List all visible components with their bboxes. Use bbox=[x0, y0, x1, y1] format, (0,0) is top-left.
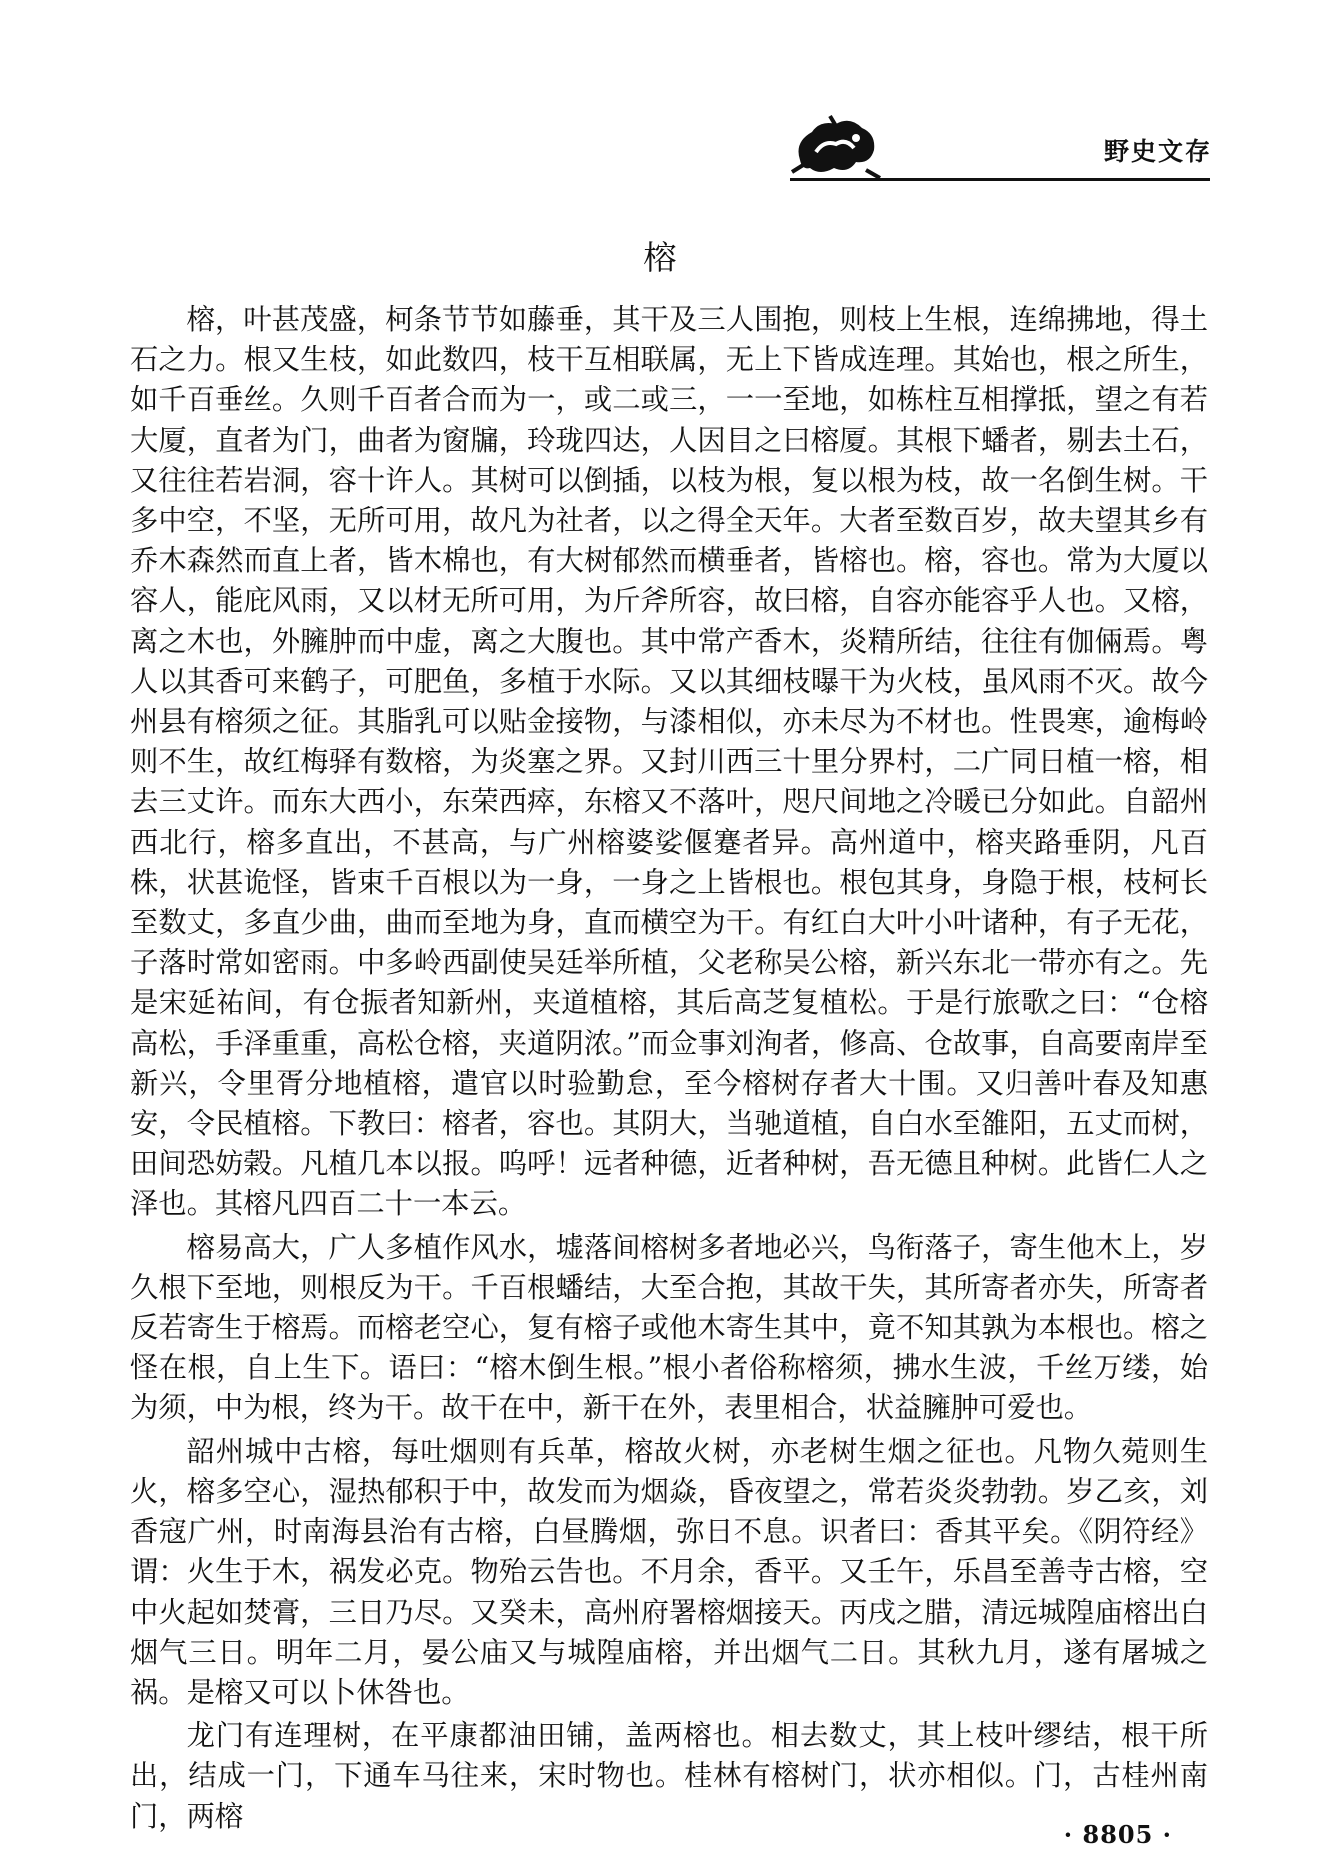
paragraph: 龙门有连理树，在平康都油田铺，盖两榕也。相去数丈，其上枝叶缪结，根干所出，结成一门，下通车马往来，宋时物也。桂林有榕树门，状亦相似。门，古桂州南门，两榕 bbox=[130, 1719, 1208, 1833]
page-number: · 8805 · bbox=[1063, 1820, 1172, 1849]
paragraph: 韶州城中古榕，每吐烟则有兵革，榕故火树，亦老树生烟之征也。凡物久菀则生火，榕多空心，湿热郁积于中，故发而为烟焱，昏夜望之，常若炎炎勃勃。岁乙亥，刘香寇广州，时南海县治有古榕，白昼腾烟，弥日不息。识者曰：香其平矣。《阴符经》谓：火生于木，祸发必克。物殆云告也。不月余，香平。又壬午，乐昌至善寺古榕，空中火起如焚膏，三日乃尽。又癸未，高州府署榕烟接天。丙戌之腊，清远城隍庙榕出白烟气三日。明年二月，晏公庙又与城隍庙榕，并出烟气二日。其秋九月，遂有屠城之祸。是榕又可以卜休咎也。 bbox=[130, 1434, 1208, 1709]
header-rule bbox=[790, 178, 1210, 181]
article-title: 榕 bbox=[643, 238, 679, 277]
series-title: 野史文存 bbox=[1103, 137, 1212, 166]
article-body bbox=[130, 300, 1208, 1840]
paragraph: 榕易高大，广人多植作风水，墟落间榕树多者地必兴，鸟衔落子，寄生他木上，岁久根下至地，则根反为干。千百根蟠结，大至合抱，其故干失，其所寄者亦失，所寄者反若寄生于榕焉。而榕老空心，复有榕子或他木寄生其中，竟不知其孰为本根也。榕之怪在根，自上生下。语曰：“榕木倒生根。”根小者俗称榕须，拂水生波，千丝万缕，始为须，中为根，终为干。故干在中，新干在外，表里相合，状益臃肿可爱也。 bbox=[130, 1230, 1208, 1425]
dragon-emblem-icon bbox=[790, 112, 882, 182]
paragraph: 榕，叶甚茂盛，柯条节节如藤垂，其干及三人围抱，则枝上生根，连绵拂地，得土石之力。根又生枝，如此数四，枝干互相联属，无上下皆成连理。其始也，根之所生，如千百垂丝。久则千百者合而为一，或二或三，一一至地，如栋柱互相撑抵，望之有若大厦，直者为门，曲者为窗牖，玲珑四达，人因目之曰榕厦。其根下蟠者，剔去土石，又往往若岩洞，容十许人。其树可以倒插，以枝为根，复以根为枝，故一名倒生树。干多中空，不坚，无所可用，故凡为社者，以之得全天年。大者至数百岁，故夫望其乡有乔木森然而直上者，皆木棉也，有大树郁然而横垂者，皆榕也。榕，容也。常为大厦以容人，能庇风雨，又以材无所可用，为斤斧所容，故曰榕，自容亦能容乎人也。又榕，离之木也，外臃肿而中虚，离之大腹也。其中常产香木，炎精所结，往往有伽倆焉。粤人以其香可来鹤子，可肥鱼，多植于水际。又以其细枝曝干为火枝，虽风雨不灭。故今州县有榕须之征。其脂乳可以贴金接物，与漆相似，亦未尽为不材也。性畏寒，逾梅岭则不生，故红梅驿有数榕，为炎塞之界。又封川西三十里分界村，二广同日植一榕，相去三丈许。而东大西小，东荣西瘁，东榕又不落叶，咫尺间地之冷暖已分如此。自韶州西北行，榕多直出，不甚高，与广州榕婆娑偃蹇者异。高州道中，榕夹路垂阴，凡百株，状甚诡怪，皆束千百根以为一身，一身之上皆根也。根包其身，身隐于根，枝柯长至数丈，多直少曲，曲而至地为身，直而横空为干。有红白大叶小叶诸种，有子无花，子落时常如密雨。中多岭西副使吴廷举所植，父老称吴公榕，新兴东北一带亦有之。先是宋延祐间，有仓振者知新州，夹道植榕，其后高芝复植松。于是行旅歌之曰：“仓榕高松，手泽重重，高松仓榕，夹道阴浓。”而佥事刘洵者，修高、仓故事，自高要南岸至新兴，令里胥分地植榕，遣官以时验勤怠，至今榕树存者大十围。又归善叶春及知惠安，令民植榕。下教曰：榕者，容也。其阴大，当驰道植，自白水至雒阳，五丈而树，田间恐妨榖。凡植几本以报。呜呼！远者种德，近者种树，吾无德且种树。此皆仁人之泽也。其榕凡四百二十一本云。 bbox=[130, 303, 1208, 1221]
page-header bbox=[0, 0, 1322, 200]
